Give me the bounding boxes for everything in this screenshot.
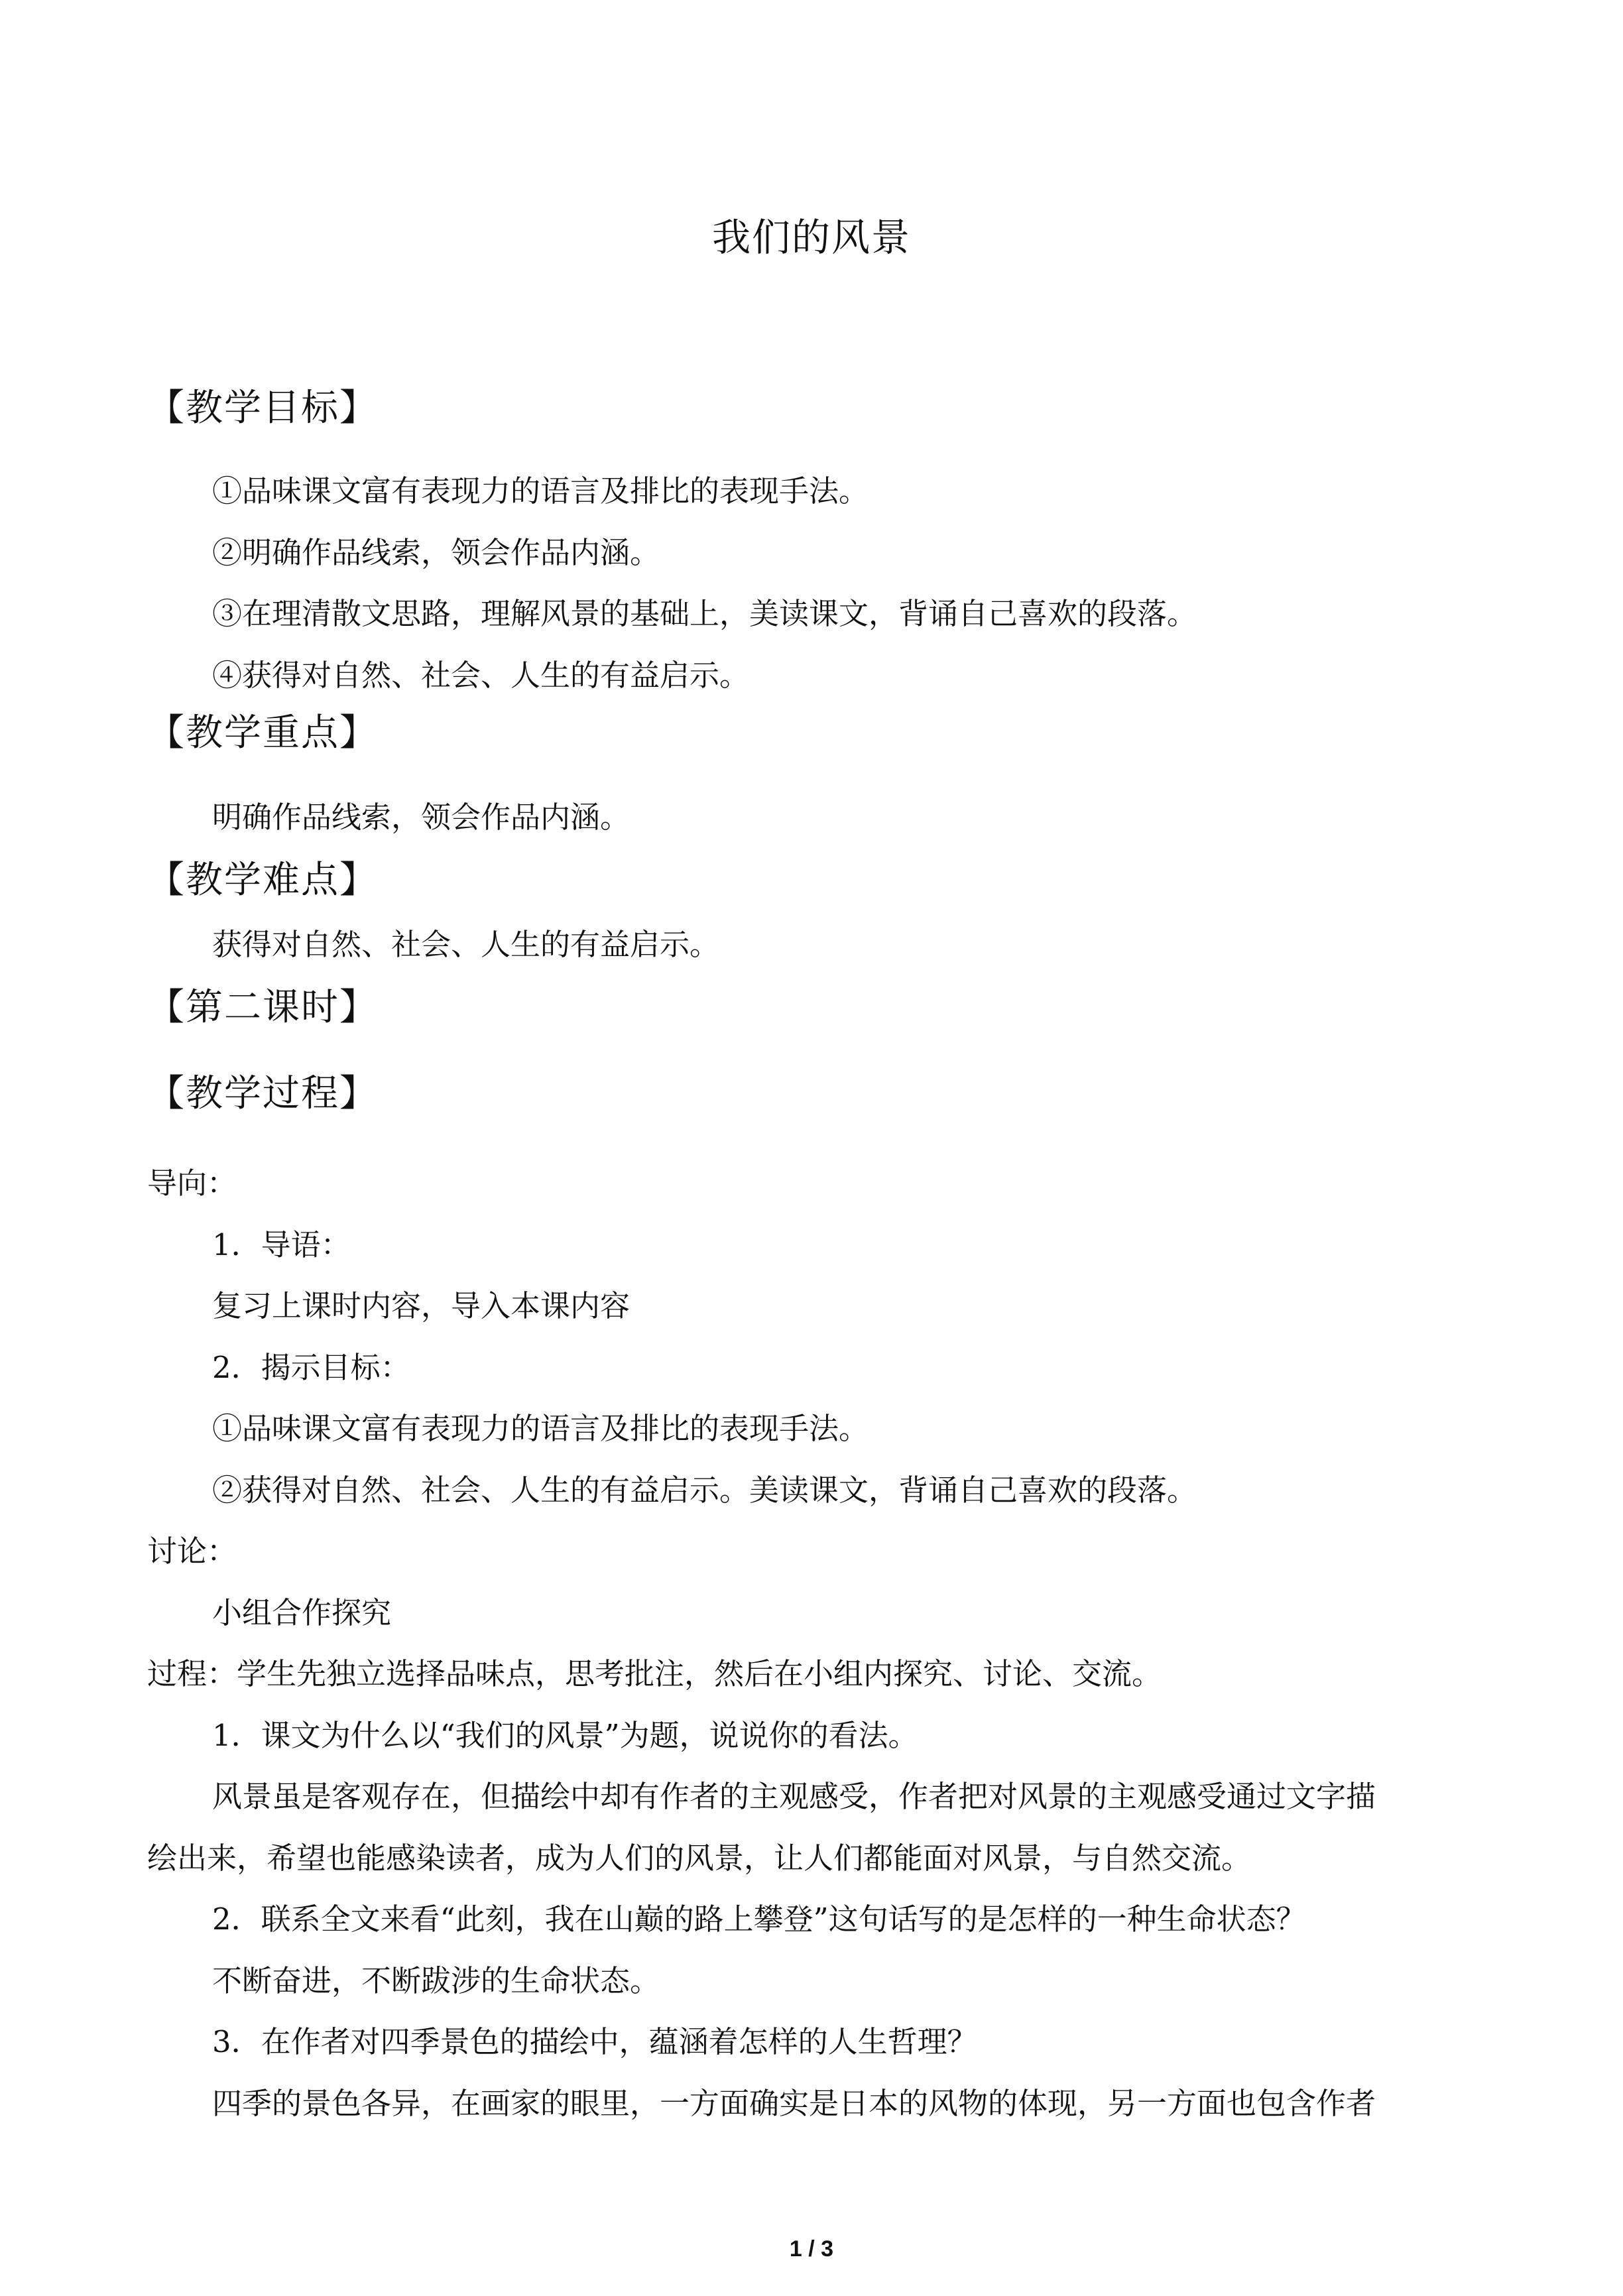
question-1: 1．课文为什么以“我们的风景”为题，说说你的看法。 [212, 1718, 918, 1753]
objective-item: ③在理清散文思路，理解风景的基础上，美读课文，背诵自己喜欢的段落。 [212, 596, 1197, 631]
answer-1-line: 绘出来，希望也能感染读者，成为人们的风景，让人们都能面对风景，与自然交流。 [147, 1841, 1252, 1876]
key-points-heading: 【教学重点】 [147, 711, 378, 755]
document-title: 我们的风景 [711, 215, 911, 260]
objective-item: ②明确作品线索，领会作品内涵。 [212, 535, 660, 570]
objective-item: ④获得对自然、社会、人生的有益启示。 [212, 658, 750, 693]
difficult-points-heading: 【教学难点】 [147, 859, 378, 902]
question-2: 2．联系全文来看“此刻，我在山巅的路上攀登”这句话写的是怎样的一种生命状态？ [212, 1902, 1306, 1937]
discussion-label: 讨论： [147, 1534, 237, 1569]
objective-item: ①品味课文富有表现力的语言及排比的表现手法。 [212, 473, 869, 509]
page-number: 1 / 3 [789, 2236, 834, 2262]
guide-label: 导向： [147, 1166, 237, 1201]
goal-item: ②获得对自然、社会、人生的有益启示。美读课文，背诵自己喜欢的段落。 [212, 1473, 1197, 1508]
goal-item: ①品味课文富有表现力的语言及排比的表现手法。 [212, 1411, 869, 1446]
procedure-text: 过程：学生先独立选择品味点，思考批注，然后在小组内探究、讨论、交流。 [147, 1656, 1162, 1691]
objectives-heading: 【教学目标】 [147, 387, 378, 430]
question-3: 3．在作者对四季景色的描绘中，蕴涵着怎样的人生哲理？ [212, 2024, 977, 2059]
process-heading: 【教学过程】 [147, 1072, 378, 1115]
key-points-text: 明确作品线索，领会作品内涵。 [212, 800, 631, 835]
answer-2: 不断奋进，不断跋涉的生命状态。 [212, 1963, 660, 1998]
answer-1-line: 风景虽是客观存在，但描绘中却有作者的主观感受，作者把对风景的主观感受通过文字描 [212, 1779, 1376, 1814]
difficult-points-text: 获得对自然、社会、人生的有益启示。 [212, 927, 720, 962]
intro-label: 1．导语： [212, 1227, 351, 1262]
intro-text: 复习上课时内容，导入本课内容 [212, 1288, 631, 1323]
answer-3-line: 四季的景色各异，在画家的眼里，一方面确实是日本的风物的体现，另一方面也包含作者 [212, 2086, 1376, 2121]
lesson-period-heading: 【第二课时】 [147, 986, 378, 1029]
goals-label: 2．揭示目标： [212, 1350, 410, 1385]
group-work-text: 小组合作探究 [212, 1595, 392, 1630]
